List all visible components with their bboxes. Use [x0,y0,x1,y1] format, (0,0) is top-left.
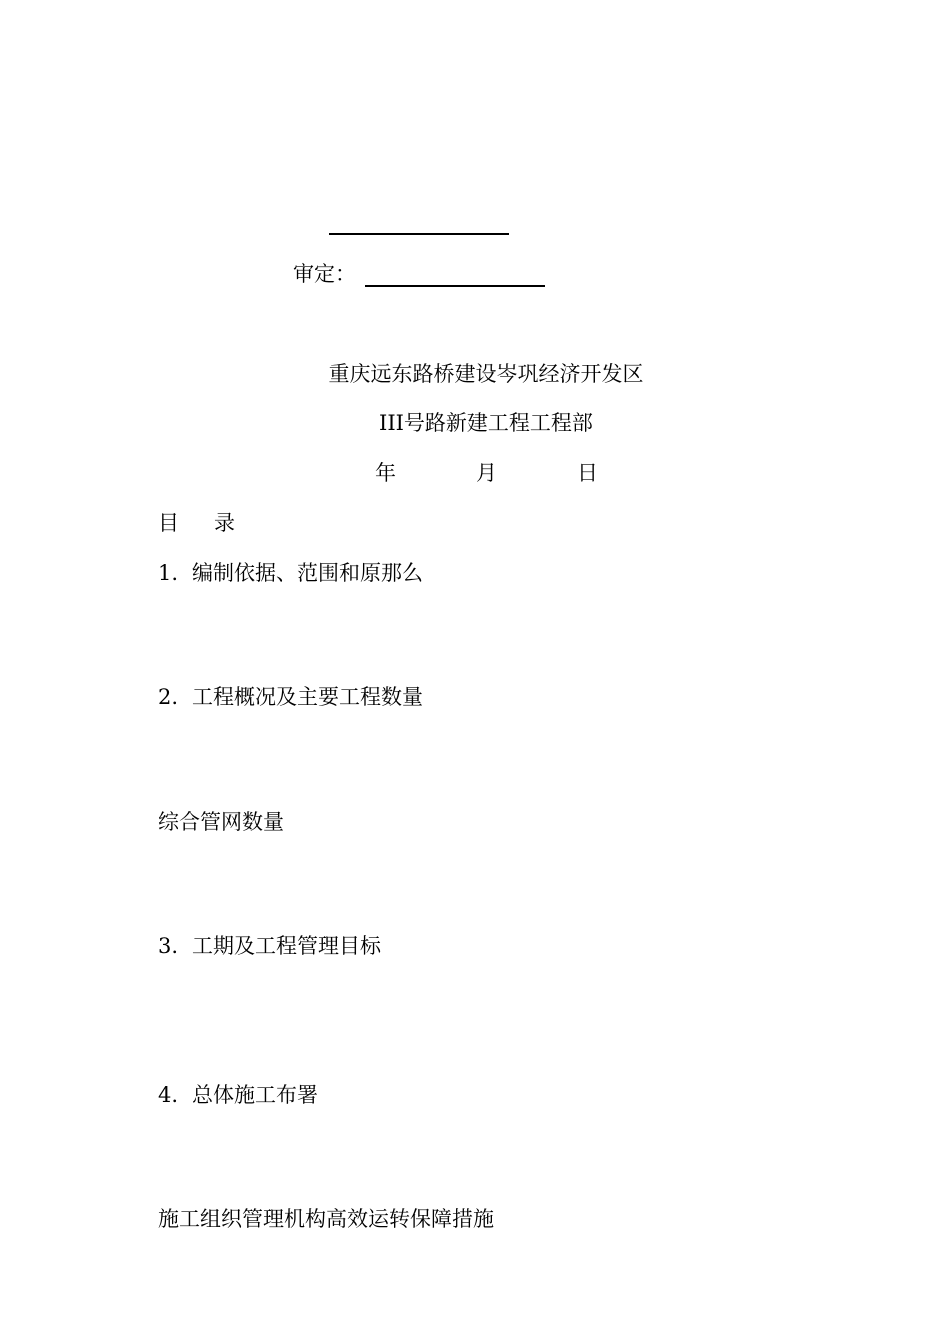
date-year-label: 年 [375,461,396,485]
signature-line-top [329,233,509,235]
toc-subitem [158,1209,494,1230]
organization-name-line2: III号路新建工程工程部 [379,411,593,435]
date-day-label: 日 [577,461,598,485]
toc-item [158,563,423,584]
toc-item-text: 工程概况及主要工程数量 [192,685,423,709]
toc-subitem-text: 综合管网数量 [158,810,284,834]
toc-subitem-text: 施工组织管理机构高效运转保障措施 [158,1207,494,1231]
approve-signature-line [365,285,545,287]
toc-heading-char2: 录 [214,511,235,535]
approve-label: 审定： [293,262,356,286]
toc-item [158,1085,318,1106]
date-month-label: 月 [476,461,497,485]
toc-item-number: 4. [158,1083,179,1107]
toc-item-number: 2. [158,685,179,709]
toc-item-number: 1. [158,561,179,585]
toc-item-text: 工期及工程管理目标 [192,934,381,958]
toc-item-number: 3. [158,934,179,958]
toc-heading-char1: 目 [158,511,179,535]
toc-item-text: 编制依据、范围和原那么 [192,561,423,585]
toc-item [158,936,381,957]
toc-subitem [158,812,284,833]
toc-item [158,687,423,708]
toc-item-text: 总体施工布署 [192,1083,318,1107]
organization-name-line1: 重庆远东路桥建设岑巩经济开发区 [328,362,644,386]
